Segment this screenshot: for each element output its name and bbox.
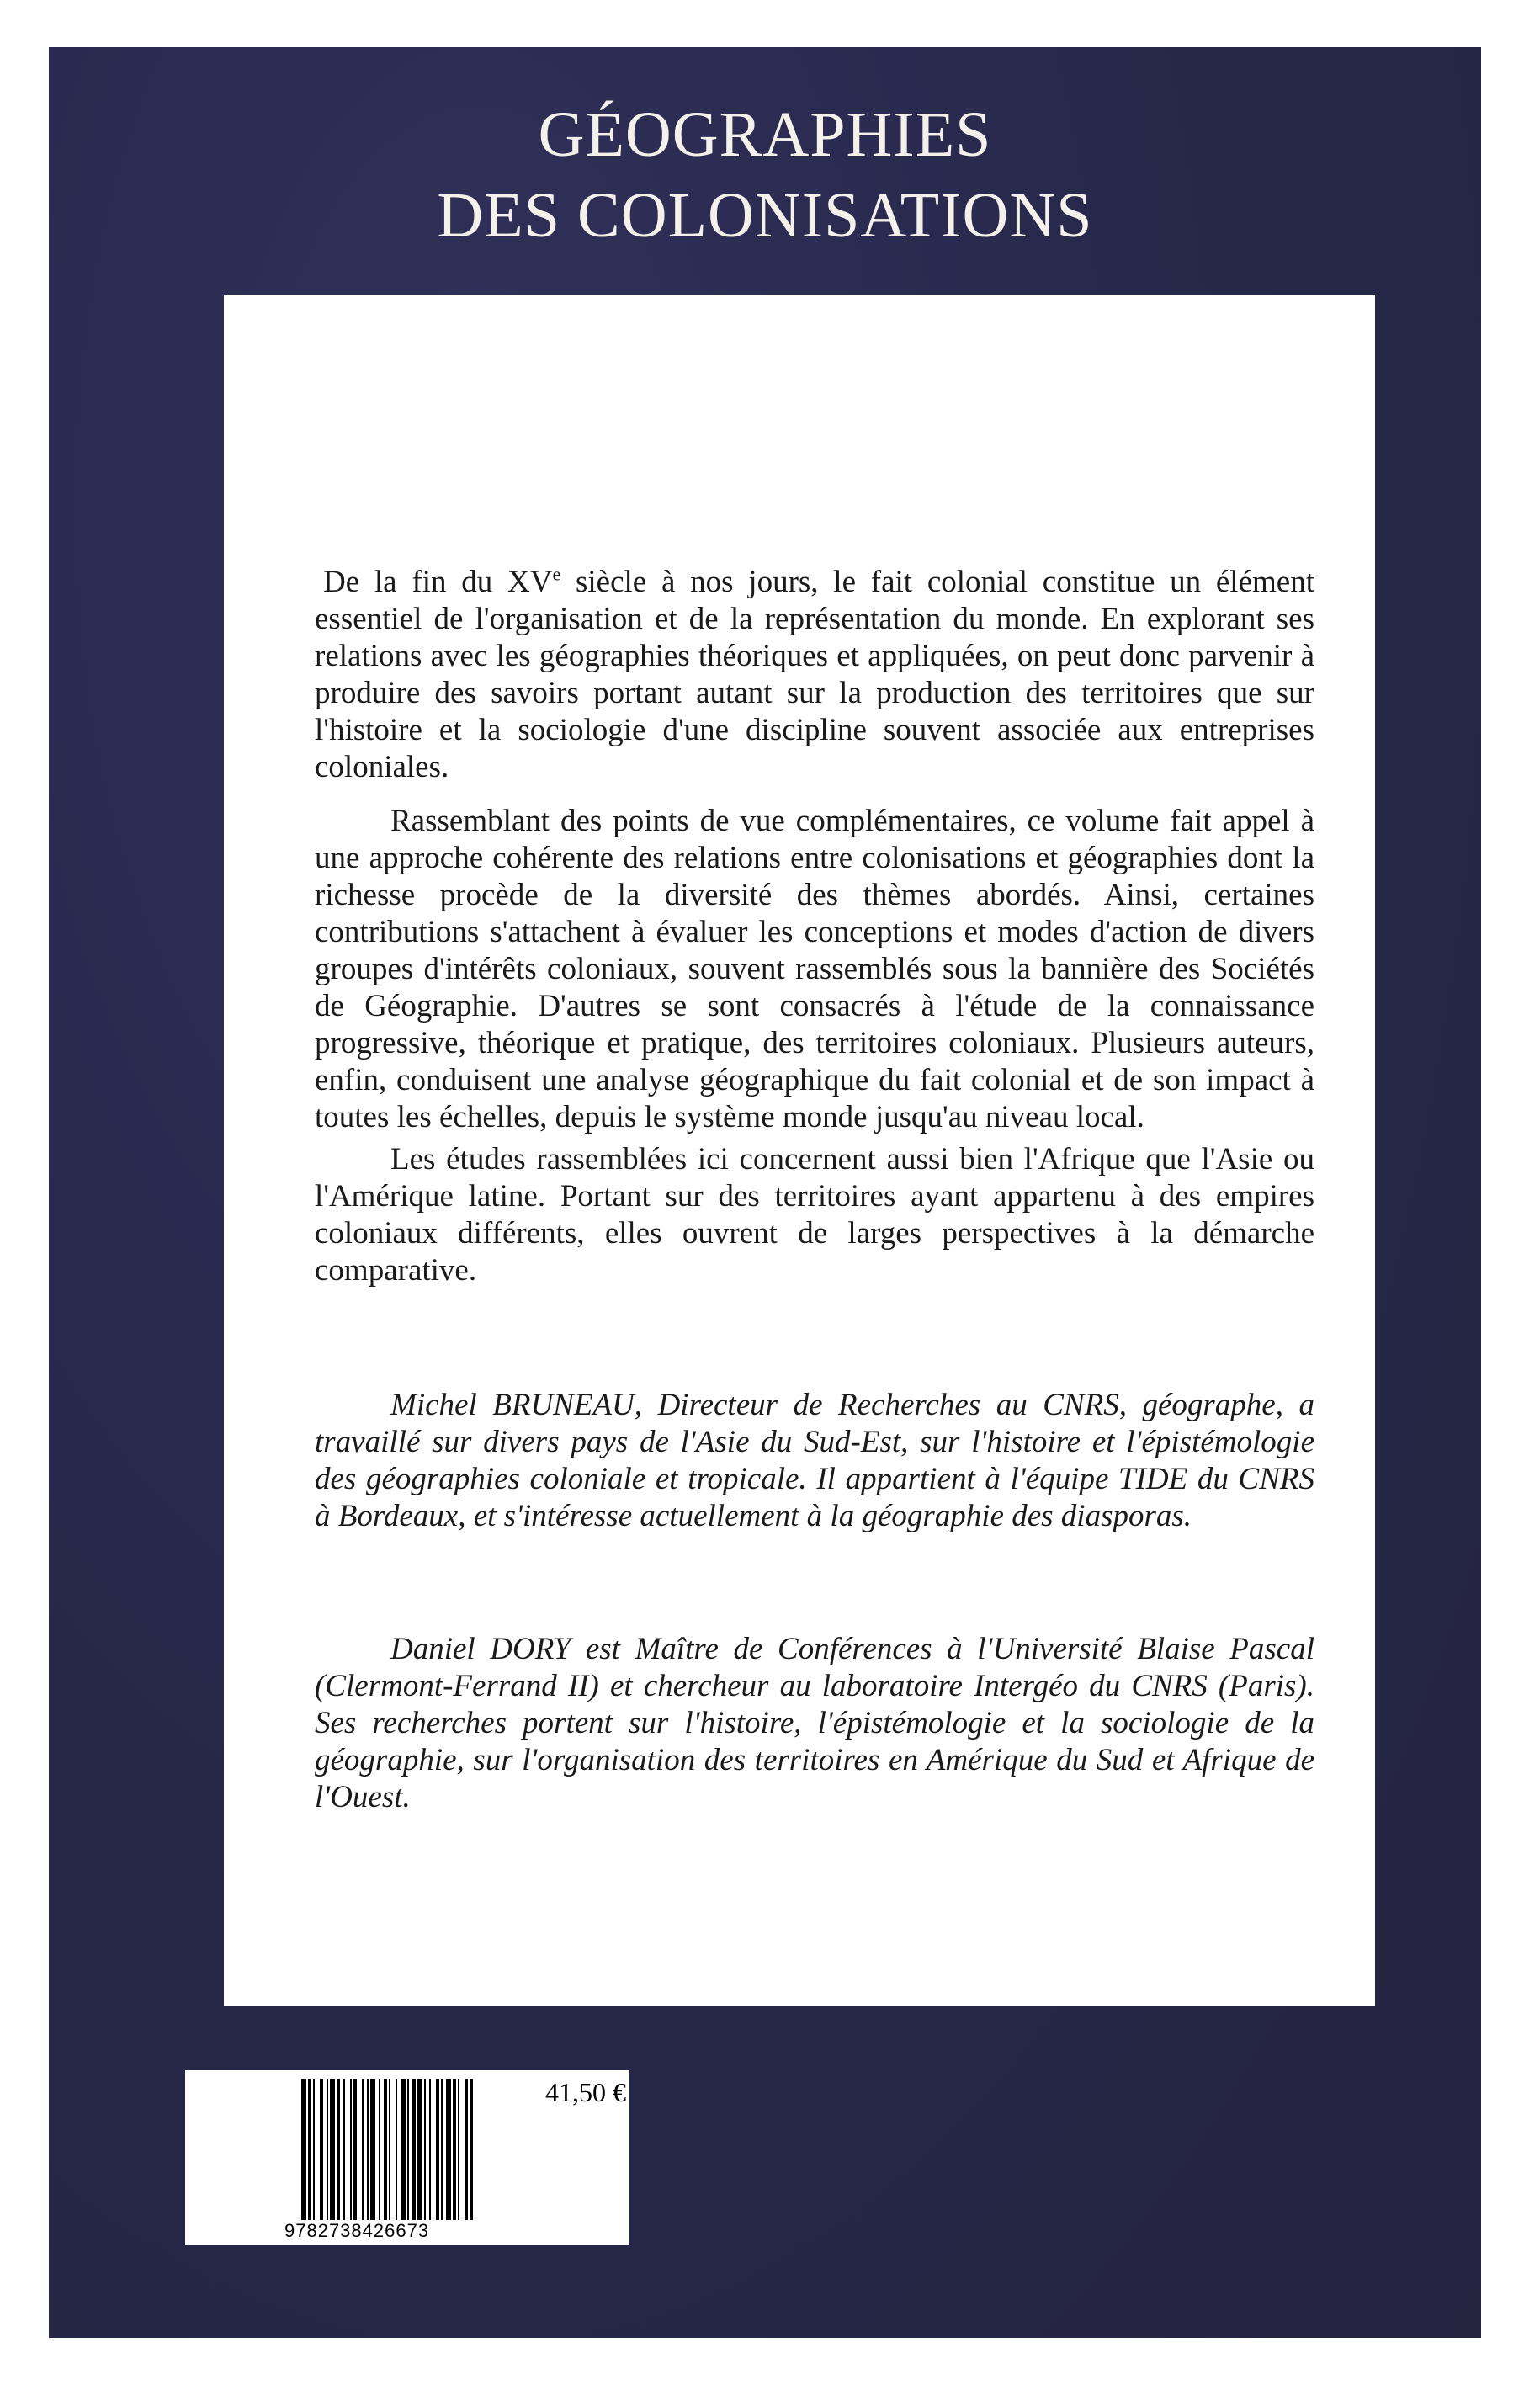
barcode-bar bbox=[465, 2079, 468, 2220]
barcode-bar bbox=[417, 2079, 422, 2220]
barcode-bar bbox=[379, 2079, 380, 2220]
summary-paragraph-1-rest: siècle à nos jours, le fait colonial constitue un élément essentiel de l'organisation et de la représentation du monde. En explorant ses relations avec les géographies théoriques et appliquées, on peut donc parvenir à produire des savoirs portant autant sur la production des territoires que sur l'histoire et la sociologie d'une discipline souvent associée aux entreprises coloniales. bbox=[315, 565, 1314, 784]
book-title-line-2: DES COLONISATIONS bbox=[437, 180, 1093, 251]
barcode-bar bbox=[446, 2079, 451, 2220]
barcode-bar bbox=[424, 2079, 426, 2220]
barcode-bar bbox=[362, 2079, 364, 2220]
barcode-bar bbox=[320, 2079, 323, 2220]
barcode-area bbox=[185, 2070, 629, 2245]
barcode-bar bbox=[436, 2079, 439, 2220]
summary-panel bbox=[224, 295, 1375, 2006]
barcode-bar bbox=[429, 2079, 431, 2220]
summary-paragraph-2: Rassemblant des points de vue complémentaires, ce volume fait appel à une approche cohérente des relations entre colonisations et géographies dont la richesse procède de la diversité des thèmes abordés. Ainsi, certaines contributions s'attachent à évaluer les conceptions et modes d'action de divers groupes d'intérêts coloniaux, souvent rassemblés sous la bannière des Sociétés de Géographie. D'autres se sont consacrés à l'étude de la connaissance progressive, théorique et pratique, des territoires coloniaux. Plusieurs auteurs, enfin, conduisent une analyse géographique du fait colonial et de son impact à toutes les échelles, depuis le système monde jusqu'au niveau local. bbox=[315, 804, 1314, 1134]
barcode-bar bbox=[308, 2079, 311, 2220]
book-title-line-1: GÉOGRAPHIES bbox=[538, 99, 992, 170]
barcode-bar bbox=[350, 2079, 352, 2220]
price-label: 41,50 € bbox=[545, 2077, 626, 2107]
barcode-bar bbox=[343, 2079, 345, 2220]
barcode-bar bbox=[412, 2079, 416, 2220]
barcode-bar bbox=[407, 2079, 409, 2220]
isbn-number: 9782738426673 bbox=[284, 2220, 430, 2241]
barcode-bar bbox=[453, 2079, 456, 2220]
barcode-bar bbox=[441, 2079, 443, 2220]
barcode-bar bbox=[470, 2079, 473, 2220]
author-bio-bruneau: Michel BRUNEAU, Directeur de Recherches au CNRS, géographe, a travaillé sur divers pays de l'Asie du Sud-Est, sur l'histoire et l'épistémologie des géographies coloniale et tropicale. Il appartient à l'équipe TIDE du CNRS à Bordeaux, et s'intéresse actuellement à la géographie des diasporas. bbox=[315, 1388, 1314, 1533]
barcode-bar bbox=[337, 2079, 340, 2220]
barcode-bar bbox=[367, 2079, 369, 2220]
barcode-bar bbox=[384, 2079, 387, 2220]
barcode-bar bbox=[330, 2079, 335, 2220]
barcode-bar bbox=[396, 2079, 397, 2220]
century-superscript: e bbox=[552, 563, 561, 585]
author-bio-dory: Daniel DORY est Maître de Conférences à l'Université Blaise Pascal (Clermont-Ferrand II) et chercheur au laboratoire Intergéo du CNRS (Paris). Ses recherches portent sur l'histoire, l'épistémologie et la sociologie de la géographie, sur l'organisation des territoires en Amérique du Sud et Afrique de l'Ouest. bbox=[315, 1632, 1314, 1814]
barcode-bar bbox=[401, 2079, 406, 2220]
barcode-bar bbox=[370, 2079, 375, 2220]
summary-paragraph-3: Les études rassemblées ici concernent aussi bien l'Afrique que l'Asie ou l'Amérique latine. Portant sur des territoires ayant appartenu à des empires coloniaux différents, elles ouvrent de larges perspectives à la démarche comparative. bbox=[315, 1142, 1314, 1288]
barcode-bar bbox=[389, 2079, 390, 2220]
summary-paragraph-1-start: De la fin du XV bbox=[323, 565, 553, 599]
summary-paragraph-1 bbox=[315, 564, 1314, 786]
barcode-bar bbox=[353, 2079, 357, 2220]
barcode-bar bbox=[313, 2079, 315, 2220]
barcode-bar bbox=[327, 2079, 328, 2220]
back-cover bbox=[49, 47, 1481, 2338]
barcode-bar bbox=[458, 2079, 459, 2220]
barcode-bar bbox=[301, 2079, 306, 2220]
barcode-bars bbox=[301, 2079, 518, 2220]
